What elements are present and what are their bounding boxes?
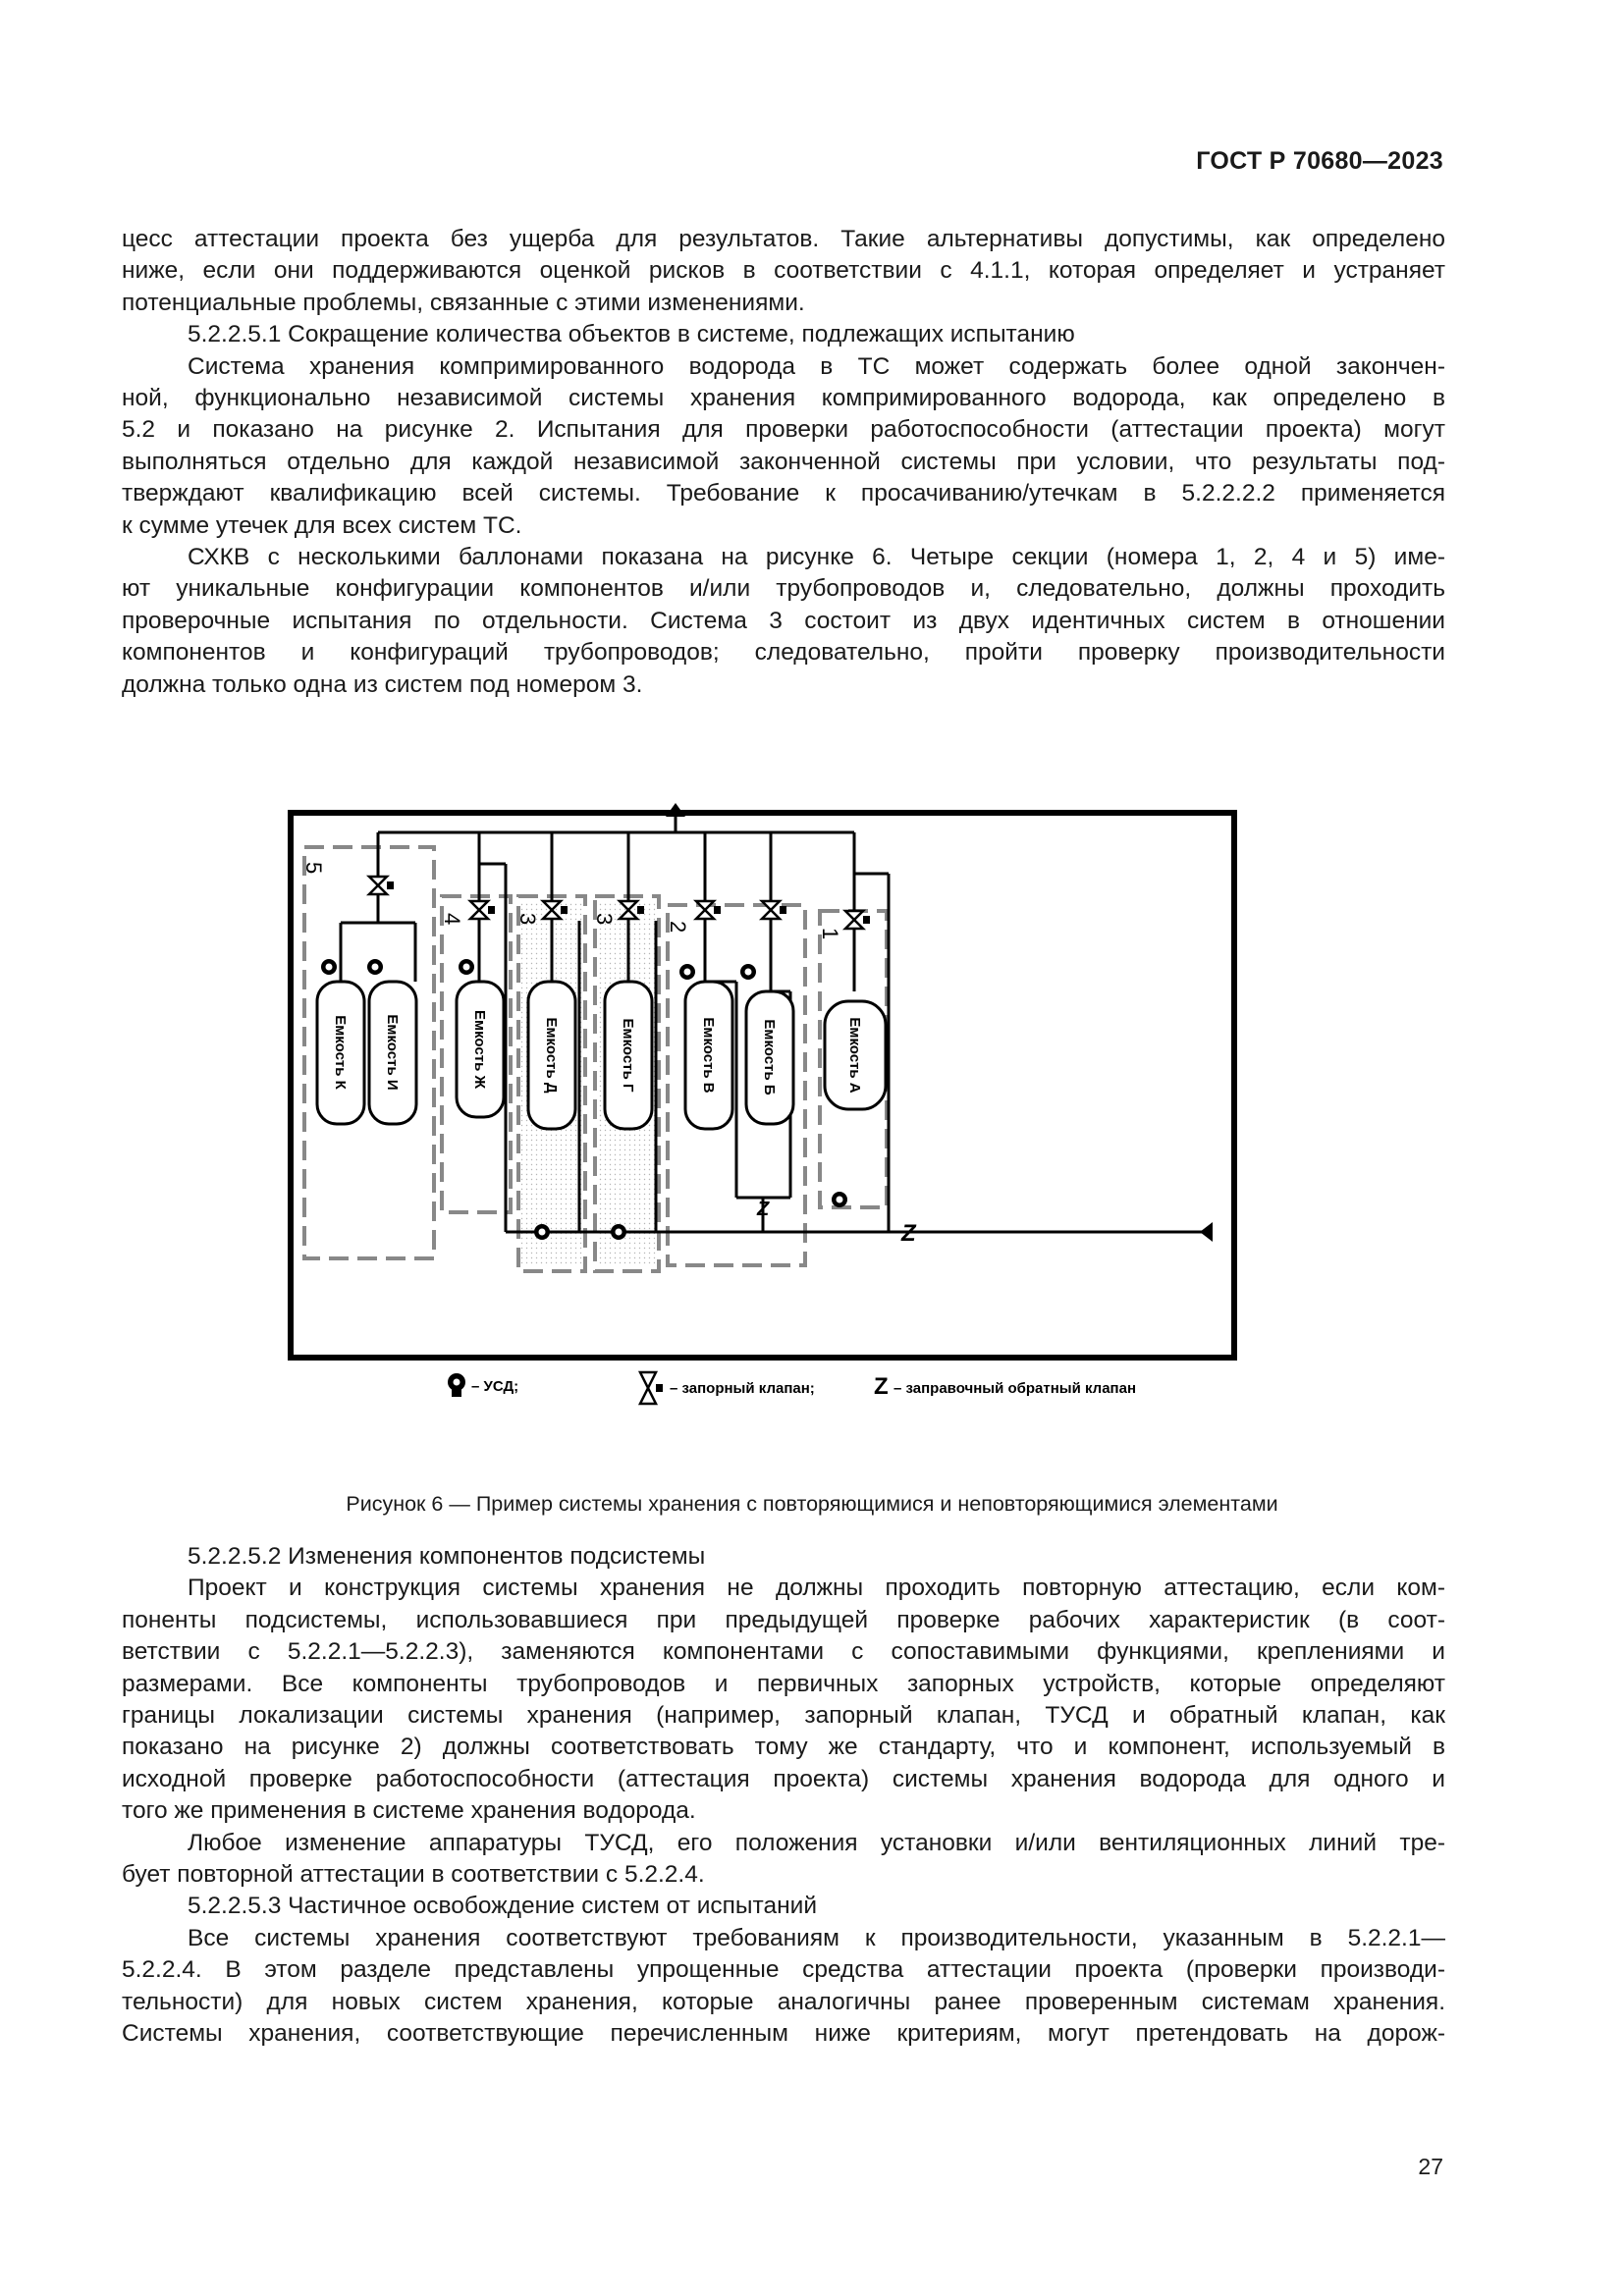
text-line: тверждают квалификацию всей системы. Требование к просачиванию/утечкам в 5.2.2.2.2 применяется [122, 480, 1445, 507]
tank-label: Емкость И [384, 1014, 401, 1091]
text-line: тельности) для новых систем хранения, которые аналогичны ранее проверенным системам хранения. [122, 1988, 1445, 2015]
text-line: показано на рисунке 2) должны соответствовать тому же стандарту, что и компонент, используемый в [122, 1734, 1445, 1761]
subsection-heading: 5.2.2.5.2 Изменения компонентов подсистемы [188, 1543, 706, 1570]
text-line: Любое изменение аппаратуры ТУСД, его положения установки и/или вентиляционных линий тре- [188, 1829, 1445, 1856]
text-line: должна только одна из систем под номером 3. [122, 670, 643, 698]
document-header: ГОСТ Р 70680—2023 [1196, 147, 1443, 175]
legend-tprd: – УСД; [471, 1378, 519, 1395]
legend-check-symbol: Z [874, 1373, 889, 1400]
subsection-heading: 5.2.2.5.1 Сокращение количества объектов в системе, подлежащих испытанию [188, 321, 1075, 348]
section-number: 3 [515, 913, 540, 926]
text-line: СХКВ с несколькими баллонами показана на рисунке 6. Четыре секции (номера 1, 2, 4 и 5) име- [188, 544, 1445, 571]
text-line: 5.2 и показано на рисунке 2. Испытания для проверки работоспособности (аттестации проекта) могут [122, 416, 1445, 444]
text-line: границы локализации системы хранения (например, запорный клапан, ТУСД и обратный клапан, как [122, 1702, 1445, 1730]
text-line: проверочные испытания по отдельности. Система 3 состоит из двух идентичных систем в отношении [122, 607, 1445, 634]
svg-text:Z: Z [901, 1220, 916, 1247]
text-line: ниже, если они поддерживаются оценкой рисков в соответствии с 4.1.1, которая определяет и устраняет [122, 257, 1445, 285]
section-number: 3 [592, 913, 617, 926]
bottom-text-block [122, 1541, 1445, 2051]
svg-text:Z: Z [757, 1199, 770, 1220]
section-number: 5 [301, 862, 326, 875]
text-line: поненты подсистемы, использовавшиеся при предыдущей проверке рабочих характеристик (в соот- [122, 1606, 1445, 1633]
tank-label: Емкость Г [620, 1018, 636, 1093]
text-line: цесс аттестации проекта без ущерба для результатов. Такие альтернативы допустимы, как определено [122, 226, 1445, 252]
text-line: размерами. Все компоненты трубопроводов и первичных запорных устройств, которые определяют [122, 1670, 1445, 1697]
section-number: 4 [440, 913, 464, 926]
text-line: Все системы хранения соответствуют требованиям к производительности, указанным в 5.2.2.1— [188, 1924, 1445, 1951]
text-line: бует повторной аттестации в соответствии с 5.2.2.4. [122, 1861, 705, 1889]
tank-label: Емкость Б [761, 1019, 778, 1095]
subsection-heading: 5.2.2.5.3 Частичное освобождение систем от испытаний [188, 1893, 818, 1920]
text-line: того же применения в системе хранения водорода. [122, 1797, 696, 1825]
section-number: 1 [818, 928, 842, 940]
figure-caption: Рисунок 6 — Пример системы хранения с повторяющимися и неповторяющимися элементами [346, 1492, 1278, 1516]
text-line: исходной проверке работоспособности (аттестация проекта) системы хранения водорода для одного и [122, 1765, 1445, 1792]
text-line: к сумме утечек для всех систем ТС. [122, 511, 522, 539]
text-line: Системы хранения, соответствующие перечисленным ниже критериям, могут претендовать на дорож- [122, 2020, 1445, 2048]
storage-system-diagram [285, 795, 1276, 1433]
text-line: компонентов и конфигураций трубопроводов; следовательно, пройти проверку производительности [122, 639, 1445, 667]
tank-label: Емкость Ж [471, 1009, 488, 1090]
text-line: Проект и конструкция системы хранения не должны проходить повторную аттестацию, если ком- [188, 1575, 1445, 1602]
tank-label: Емкость Д [543, 1017, 560, 1094]
text-line: Система хранения компримированного водорода в ТС может содержать более одной закончен- [188, 352, 1445, 380]
page-number: 27 [1418, 2154, 1443, 2179]
legend-check: – заправочный обратный клапан [893, 1380, 1137, 1397]
legend-valve: – запорный клапан; [670, 1380, 815, 1397]
tank-label: Емкость К [332, 1015, 349, 1090]
section-number: 2 [666, 921, 690, 934]
top-text-block [122, 224, 1445, 701]
text-line: ной, функционально независимой системы хранения компримированного водорода, как определено в [122, 385, 1445, 412]
tank-label: Емкость В [700, 1017, 717, 1094]
tank-label: Емкость А [846, 1017, 863, 1094]
text-line: потенциальные проблемы, связанные с этими изменениями. [122, 289, 805, 316]
text-line: выполняться отдельно для каждой независимой законченной системы при условии, что результаты под- [122, 448, 1445, 475]
text-line: ветствии с 5.2.2.1—5.2.2.3), заменяются компонентами с сопоставимыми функциями, креплениями и [122, 1638, 1445, 1666]
text-line: 5.2.2.4. В этом разделе представлены упрощенные средства аттестации проекта (проверки производи- [122, 1956, 1445, 1984]
text-line: ют уникальные конфигурации компонентов и/или трубопроводов и, следовательно, должны проходить [122, 575, 1445, 603]
